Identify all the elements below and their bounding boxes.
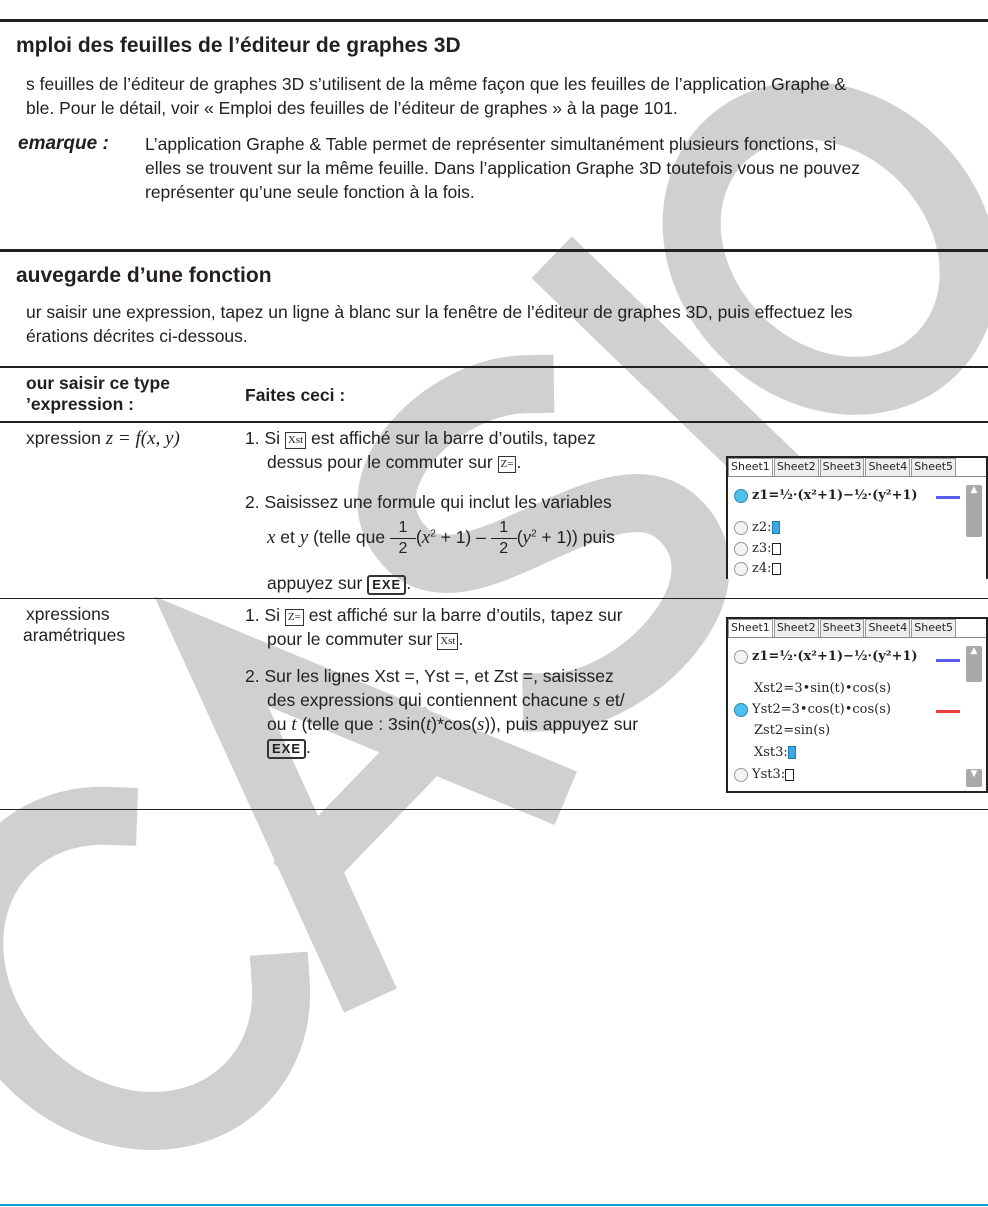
step-2-formula: x et y (telle que $\frac{1}{2}$ $(x^2 + 1)$ – $\frac{1}{2}$ $(y^2 + 1)$) puis	[267, 519, 615, 557]
z-key-icon: Z=	[285, 609, 304, 626]
tab-sheet1[interactable]: Sheet1	[728, 619, 773, 637]
footer-rule	[0, 1204, 988, 1206]
cursor	[788, 746, 796, 759]
paragraph-line: s feuilles de l’éditeur de graphes 3D s’utilisent de la même façon que les feuilles de l’application Graphe &	[26, 74, 847, 94]
step-2-cont: ou t (telle que : 3sin(t)*cos(s)), puis appuyez sur	[267, 714, 639, 735]
tab-sheet5[interactable]: Sheet5	[911, 619, 956, 637]
paragraph-line: érations décrites ci-dessous.	[26, 326, 248, 346]
tab-sheet1[interactable]: Sheet1	[728, 458, 773, 476]
table-header-rule	[0, 421, 988, 423]
line-style-icon	[936, 496, 960, 499]
function-xst3[interactable]: Xst3:	[754, 745, 788, 760]
radio-st3[interactable]	[734, 768, 748, 782]
watermark-letter-c	[0, 785, 313, 1184]
function-yst3[interactable]: Yst3:	[752, 767, 786, 782]
step-1: 1. Si Z= est affiché sur la barre d’outils, tapez sur	[245, 605, 623, 625]
function-xst2[interactable]: Xst2=3•sin(t)•cos(s)	[754, 681, 892, 696]
section-heading: mploi des feuilles de l’éditeur de graphes 3D	[16, 34, 461, 57]
line-style-icon	[936, 659, 960, 662]
section-rule	[0, 19, 988, 22]
radio-z2[interactable]	[734, 521, 748, 535]
row-type-parametric: xpressions aramétriques	[23, 604, 126, 645]
calculator-screen-1	[726, 456, 988, 579]
tab-sheet2[interactable]: Sheet2	[774, 458, 819, 476]
paragraph-line: ur saisir une expression, tapez un ligne à blanc sur la fenêtre de l’éditeur de graphes 3D, puis effectuez les	[26, 302, 853, 322]
step-1: 1. Si Xst est affiché sur la barre d’outils, tapez	[245, 428, 596, 448]
tab-sheet3[interactable]: Sheet3	[820, 458, 865, 476]
scrollbar[interactable]: ▲	[966, 485, 982, 537]
exe-key-icon: EXE	[267, 739, 306, 759]
column-header-type: our saisir ce type ’expression :	[26, 373, 170, 414]
tab-sheet4[interactable]: Sheet4	[865, 458, 910, 476]
section-rule	[0, 249, 988, 252]
step-2-end: EXE .	[267, 737, 311, 759]
line-style-icon	[936, 710, 960, 713]
step-2: 2. Saisissez une formule qui inclut les variables	[245, 492, 612, 512]
step-2-end: appuyez sur EXE .	[267, 573, 412, 593]
table-bottom-rule	[0, 809, 988, 810]
radio-z4[interactable]	[734, 562, 748, 576]
step-1-cont: dessus pour le commuter sur Z= .	[267, 452, 522, 472]
exe-key-icon: EXE	[367, 575, 406, 595]
step-2-cont: des expressions qui contiennent chacune s et/	[267, 690, 625, 711]
function-zst2[interactable]: Zst2=sin(s)	[754, 723, 831, 738]
xst-key-icon: Xst	[285, 432, 306, 449]
tab-sheet5[interactable]: Sheet5	[911, 458, 956, 476]
radio-z1[interactable]	[734, 489, 748, 503]
cursor	[772, 521, 780, 534]
scrollbar-up[interactable]: ▲	[966, 646, 982, 682]
section-heading: auvegarde d’une fonction	[16, 264, 272, 287]
tab-sheet4[interactable]: Sheet4	[865, 619, 910, 637]
step-1-cont: pour le commuter sur Xst .	[267, 629, 464, 649]
xst-key-icon: Xst	[437, 633, 458, 650]
column-header-action: Faites ceci :	[245, 385, 346, 405]
function-z3[interactable]: z3:	[752, 541, 772, 556]
radio-z3[interactable]	[734, 542, 748, 556]
function-yst2[interactable]: Yst2=3•cos(t)•cos(s)	[752, 702, 891, 717]
row-rule	[0, 598, 988, 599]
function-z4[interactable]: z4:	[752, 561, 772, 576]
step-2: 2. Sur les lignes Xst =, Yst =, et Zst =, saisissez	[245, 666, 614, 686]
tab-sheet3[interactable]: Sheet3	[820, 619, 865, 637]
radio-st2[interactable]	[734, 703, 748, 717]
remark-label: emarque :	[18, 133, 109, 154]
scroll-down-button[interactable]: ▼	[966, 769, 982, 787]
calculator-screen-2	[726, 617, 988, 793]
function-z1[interactable]: z1=½·(x²+1)−½·(y²+1)	[752, 488, 918, 503]
remark-line: L’application Graphe & Table permet de représenter simultanément plusieurs fonctions, si	[145, 134, 837, 154]
function-z1[interactable]: z1=½·(x²+1)−½·(y²+1)	[752, 649, 918, 664]
paragraph-line: ble. Pour le détail, voir « Emploi des feuilles de l’éditeur de graphes » à la page 101.	[26, 98, 678, 118]
tab-sheet2[interactable]: Sheet2	[774, 619, 819, 637]
remark-line: elles se trouvent sur la même feuille. Dans l’application Graphe 3D toutefois vous ne pouvez	[145, 158, 860, 178]
remark-line: représenter qu’une seule fonction à la fois.	[145, 182, 475, 202]
radio-z1[interactable]	[734, 650, 748, 664]
row-type-zfxy: xpression z = f(x, y)	[26, 428, 180, 449]
table-top-rule	[0, 366, 988, 368]
z-key-icon: Z=	[498, 456, 517, 473]
function-z2[interactable]: z2:	[752, 520, 772, 535]
